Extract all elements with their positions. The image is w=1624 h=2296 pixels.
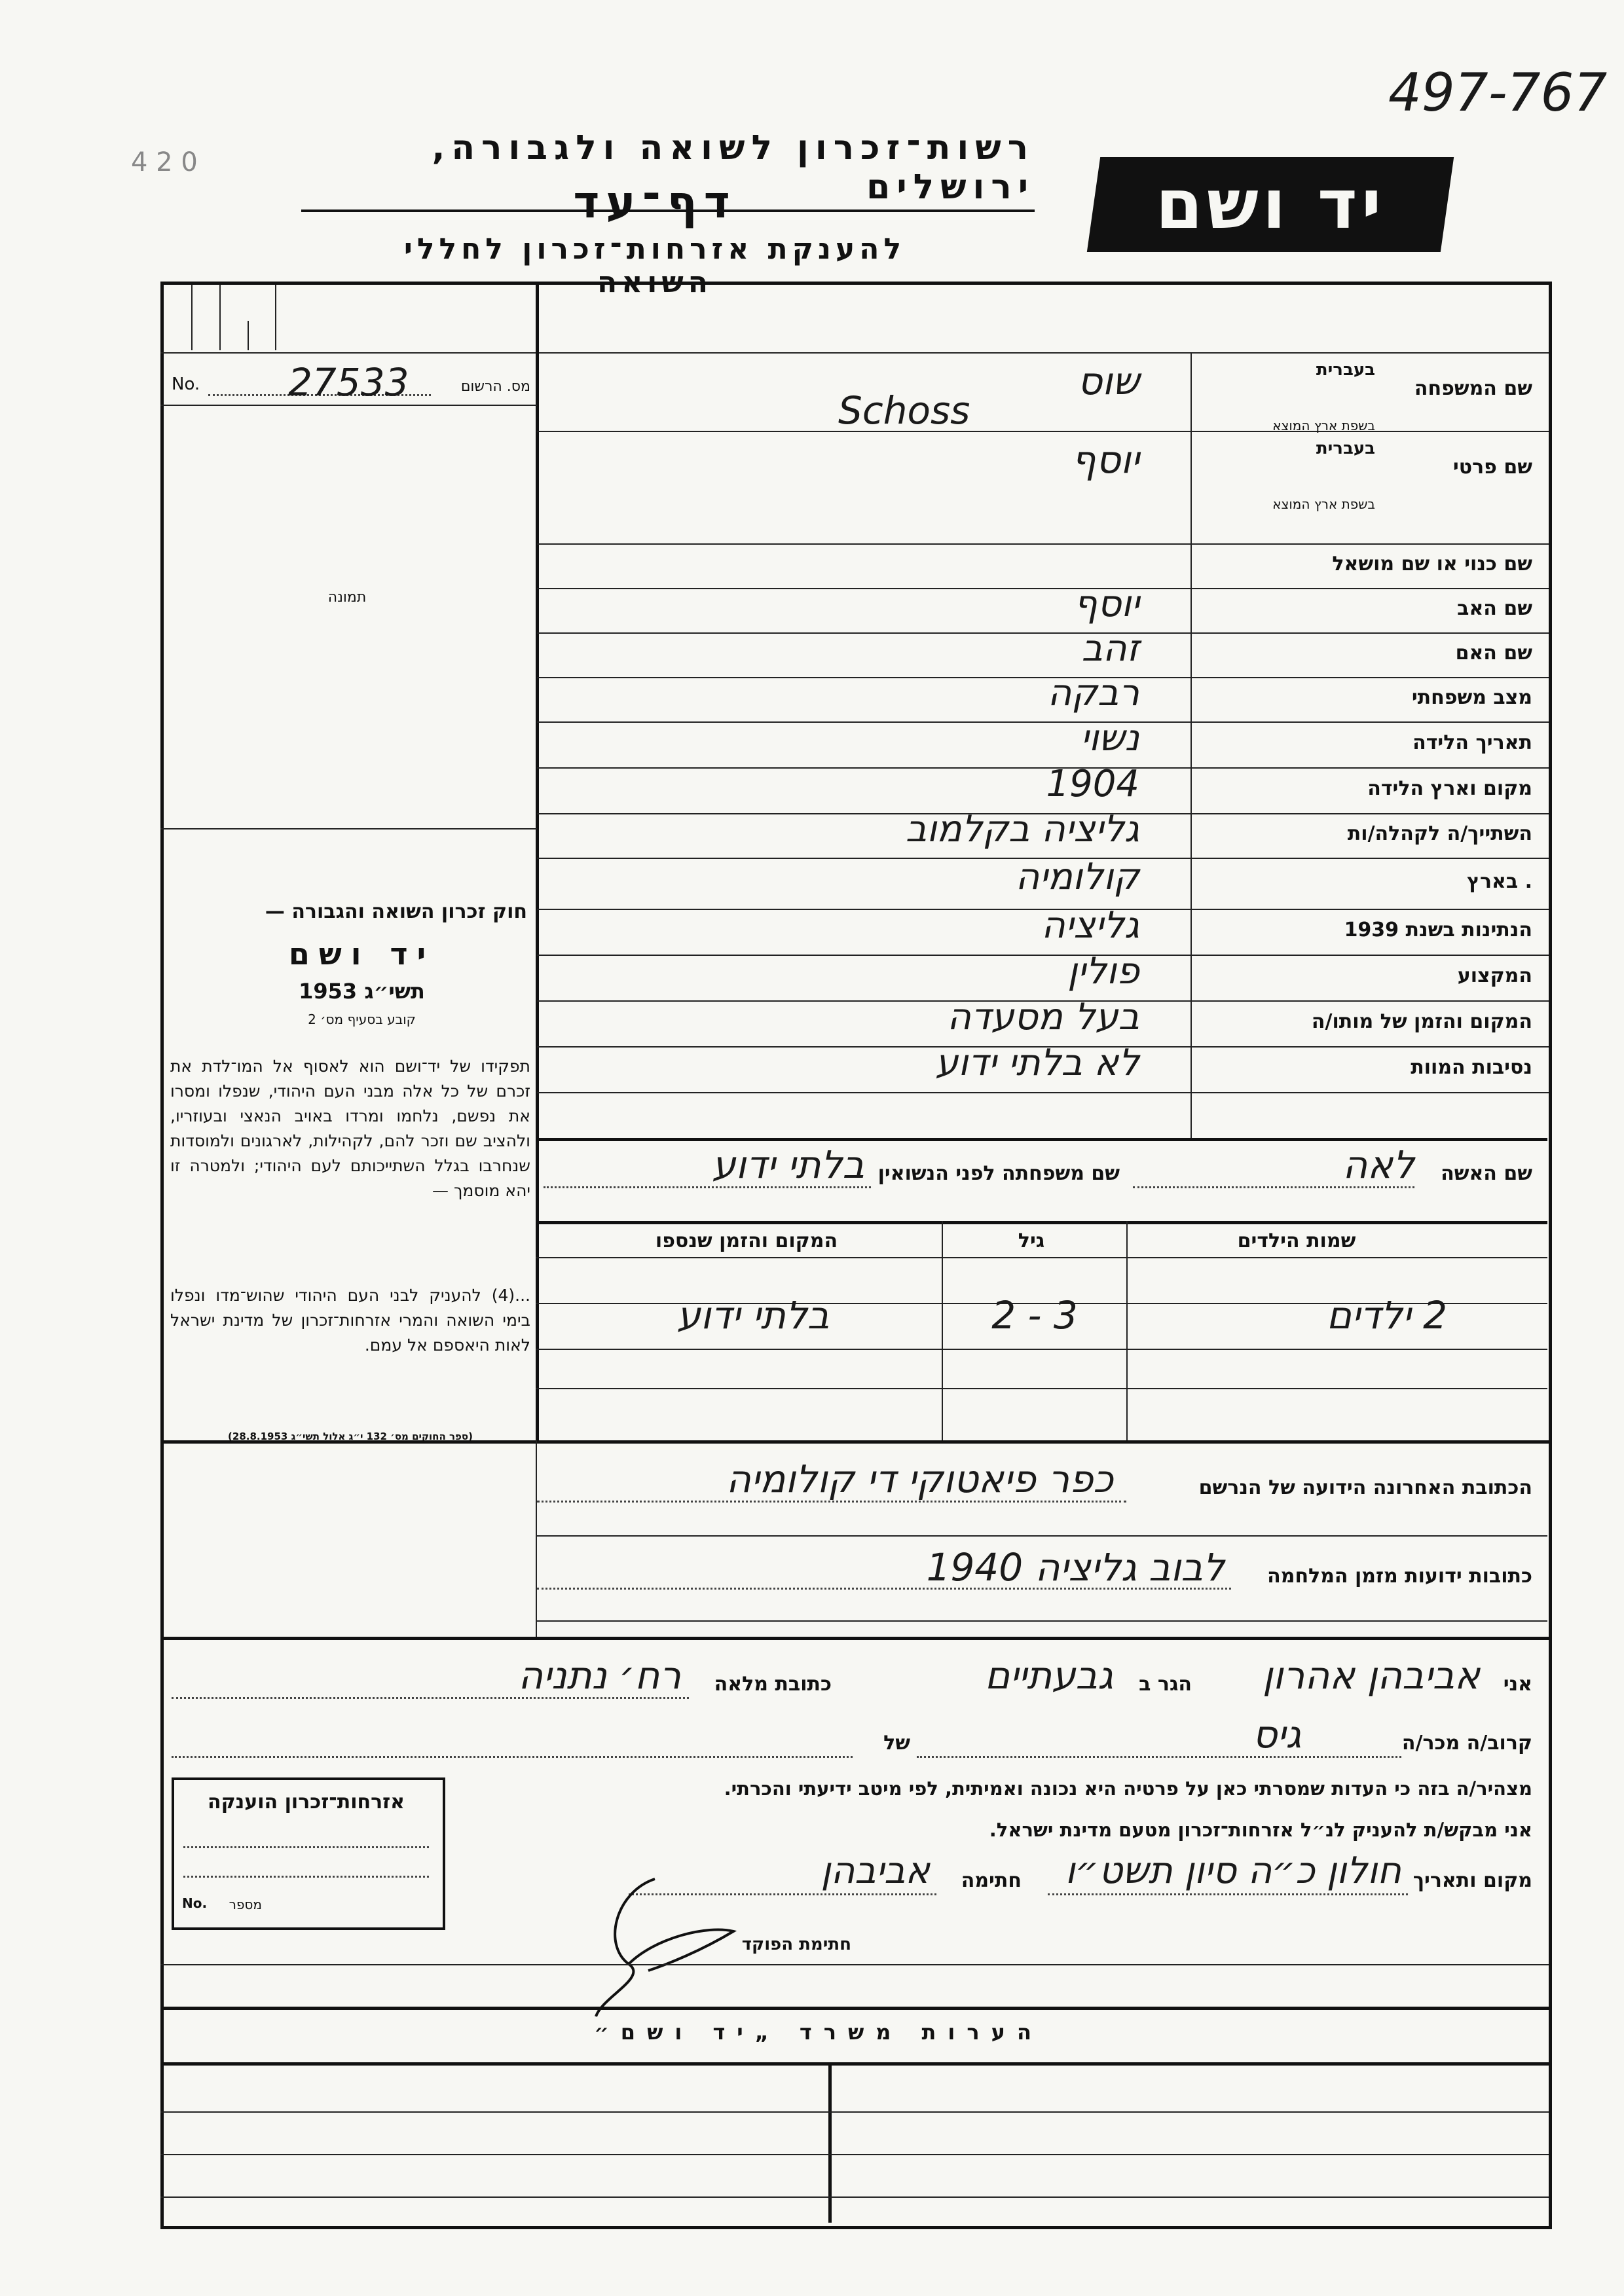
- form-subtitle: להענקת אזרחות־זכרון לחללי השואה: [403, 232, 906, 299]
- office-notes-header-line: [160, 2062, 1549, 2066]
- field-label: שם האם: [1455, 642, 1532, 665]
- children-place-time-header: המקום והזמן שנספו: [655, 1230, 838, 1252]
- photo-label: תמונה: [327, 589, 367, 606]
- declarant-signature: אביבהן: [821, 1850, 930, 1892]
- field-label: שם האב: [1457, 597, 1532, 620]
- children-row-line: [536, 1349, 1547, 1350]
- field-label: המקצוע: [1457, 964, 1532, 987]
- field-value: שוס: [1077, 359, 1139, 403]
- declaration-text: מצהיר/ה בזה כי העדות שמסרתי כאן על פרטיה היא נכונה ואמיתית, לפי מיטב ידיעתי והכרתי.: [724, 1777, 1532, 1800]
- field-value: לא בלתי ידוע: [935, 1042, 1139, 1084]
- field-label: שם כנוי או שם מושאל: [1332, 553, 1532, 575]
- law-source: (ספר החוקים מס׳ 132 י״ג אלול תשי״ג 28.8.1953): [228, 1430, 473, 1442]
- wife-dotted-line: [1133, 1186, 1414, 1188]
- address-section-top: [160, 1440, 1549, 1444]
- children-row-line: [536, 1388, 1547, 1389]
- field-label: השתייך/ה לקהלה/ות: [1347, 822, 1532, 845]
- field-value: קולומיה: [1015, 856, 1139, 898]
- law-name: יד ושם: [288, 936, 435, 972]
- field-label: מצב משפחתי: [1411, 686, 1532, 709]
- archive-number: 497-767: [1388, 62, 1608, 123]
- of-dotted-line: [172, 1756, 853, 1758]
- field-label: תאריך הלידה: [1412, 731, 1532, 754]
- field-label: הנתינות בשנת 1939: [1344, 919, 1532, 941]
- citizenship-dotted-line: [183, 1876, 429, 1878]
- children-col-divider: [942, 1221, 943, 1444]
- field-sub-hebrew: בעברית: [1316, 439, 1375, 458]
- office-notes-top: [160, 2007, 1549, 2010]
- declarant-relation: גיס: [1252, 1712, 1302, 1757]
- field-value: 1904: [1046, 763, 1139, 805]
- registration-label: מס. הרשום: [460, 378, 530, 395]
- children-age: 3 - 2: [991, 1293, 1078, 1338]
- law-heading: חוק זכרון השואה והגבורה —: [265, 900, 527, 923]
- last-address-label: הכתובת האחרונה הידועה של הנרשם: [1198, 1476, 1532, 1499]
- field-value: גליציה בקלמוב: [905, 808, 1139, 850]
- wife-row-top: [536, 1138, 1547, 1141]
- citizenship-granted-title: אזרחות־זכרון הוענקה: [207, 1791, 405, 1813]
- field-value-latin: Schoss: [838, 388, 970, 433]
- strip-box-divider: [191, 285, 193, 350]
- field-label: שם המשפחה: [1414, 377, 1532, 400]
- citizenship-number-label: מספר: [229, 1897, 262, 1912]
- place-date: חולון כ״ה סיון תשט״ו: [1065, 1850, 1401, 1892]
- relation-dotted-line: [917, 1756, 1401, 1758]
- citizenship-dotted-line: [183, 1846, 429, 1848]
- field-value: נשוי: [1080, 717, 1139, 759]
- citizenship-no-label: No.: [182, 1895, 208, 1911]
- address-col-divider: [536, 1440, 537, 1637]
- children-age-header: גיל: [1018, 1230, 1045, 1252]
- officer-signature-label: חתימת הפוקד: [741, 1935, 851, 1954]
- registration-number: 27533: [288, 360, 409, 405]
- registration-no-label: No.: [172, 374, 200, 394]
- last-address-dotted-line: [537, 1501, 1126, 1503]
- resides-label: הגר ב: [1139, 1673, 1192, 1696]
- officer-signature-scribble: [576, 1866, 747, 2023]
- office-notes-row-line: [160, 2154, 1549, 2155]
- field-label: המקום והזמן של מותו/ה: [1311, 1010, 1532, 1033]
- field-value: יוסף: [1074, 583, 1139, 625]
- signature-label: חתימה: [961, 1869, 1022, 1892]
- field-value: יוסף: [1071, 437, 1139, 482]
- wartime-address-dotted-line: [537, 1588, 1231, 1590]
- law-year: תשי״ג 1953: [299, 979, 425, 1004]
- children-names: 2 ילדים: [1326, 1293, 1447, 1338]
- law-clause: קובע בסעיף מס׳ 2: [308, 1011, 416, 1027]
- children-names-header: שמות הילדים: [1237, 1230, 1356, 1252]
- declarant-full-address: רח׳ נתניה: [518, 1653, 681, 1698]
- children-header-line: [536, 1257, 1547, 1258]
- office-notes-line: [160, 1964, 1549, 1965]
- address-line: [536, 1620, 1547, 1622]
- wartime-address: לבוב גליציה 1940: [926, 1545, 1225, 1590]
- left-column-divider: [536, 285, 539, 1440]
- field-label: מקום וארץ הלידה: [1367, 777, 1532, 800]
- field-row-line: [537, 543, 1549, 545]
- last-address: כפר פיאטוקי די קולומיה: [726, 1457, 1113, 1501]
- office-notes-divider: [828, 2062, 832, 2223]
- office-notes-title: הערות משרד „יד ושם״: [594, 2020, 1043, 2045]
- field-label: שם פרטי: [1452, 456, 1532, 479]
- law-paragraph-1: תפקידו של יד־ושם הוא לאסוף אל המו־לדת את זכרם של כל אלה מבני העם היהודי, שנפלו ומסרו את נפשם, נלחמו ומרדו באויב הנאצי ובעוזריו, ולהציב שם וזכר להם, לקהילות, לארגונים ולמוסדות שנחרבו בגלל השתייכותם לעם היהודי; ולמטרה זו יהא מוסמך —: [170, 1057, 530, 1200]
- office-notes-row-line: [160, 2196, 1549, 2198]
- field-value: בעל מסעדה: [947, 996, 1139, 1038]
- field-sub-origin: בשפת ארץ המוצא: [1272, 496, 1375, 512]
- yad-vashem-logo-text: יד ושם: [1155, 164, 1386, 244]
- field-sub-origin: בשפת ארץ המוצא: [1272, 418, 1375, 433]
- field-row-line: [537, 1092, 1549, 1093]
- field-row-line: [537, 431, 1549, 432]
- top-strip-line: [160, 352, 1549, 354]
- request-text: אני מבקש/ת להעניק לנ״ל אזרחות־זכרון מטעם מדינת ישראל.: [989, 1819, 1532, 1841]
- photo-area-line: [160, 828, 537, 829]
- wife-name: לאה: [1342, 1142, 1414, 1187]
- declarant-city: גבעתיים: [984, 1653, 1113, 1698]
- law-paragraph-2: ...(4) להעניק לבני העם היהודי שהוש־מדו ונפלו בימי השואה והמרי אזרחות־זכרון של מדינת ישראל לאות היאספם אל עמם.: [170, 1286, 530, 1355]
- strip-box-divider: [275, 285, 276, 350]
- wartime-address-label: כתובות ידועות מזמן המלחמה: [1267, 1565, 1532, 1588]
- field-value: פולין: [1067, 950, 1139, 993]
- place-date-dotted-line: [1048, 1893, 1408, 1895]
- field-value: רבקה: [1047, 672, 1139, 714]
- children-place-time: בלתי ידוע: [676, 1293, 830, 1338]
- full-address-dotted-line: [172, 1697, 689, 1699]
- children-table-top: [536, 1221, 1547, 1224]
- registration-row-line: [160, 405, 537, 406]
- declarant-i-label: אני: [1503, 1673, 1532, 1696]
- declarant-name: אביבהן אהרון: [1263, 1653, 1480, 1698]
- full-address-label: כתובת מלאה: [714, 1673, 832, 1696]
- place-date-label: מקום ותאריך: [1412, 1869, 1532, 1892]
- children-col-divider: [1126, 1221, 1128, 1444]
- wife-label: שם האשה: [1441, 1162, 1532, 1185]
- strip-box-divider: [219, 285, 221, 350]
- field-value: זהב: [1081, 627, 1139, 670]
- of-label: של: [883, 1732, 910, 1755]
- field-label: נסיבות המוות: [1411, 1056, 1532, 1079]
- maiden-label: שם משפחתה לפני הנשואין: [877, 1162, 1120, 1185]
- strip-box-divider: [248, 321, 249, 350]
- declaration-section-top: [160, 1637, 1549, 1640]
- maiden-name: בלתי ידוע: [712, 1142, 864, 1187]
- field-sub-hebrew: בעברית: [1316, 360, 1375, 380]
- field-value: גליציה: [1041, 904, 1139, 947]
- field-label: . בארץ: [1467, 870, 1532, 893]
- corner-number: 4 2 0: [131, 147, 198, 177]
- label-column-divider: [1190, 352, 1192, 1138]
- office-notes-row-line: [160, 2111, 1549, 2113]
- relative-label: קרוב/ה מכר/ה: [1401, 1732, 1532, 1755]
- address-line: [536, 1535, 1547, 1537]
- maiden-dotted-line: [544, 1186, 871, 1188]
- authority-line: רשות־זכרון לשואה ולגבורה, ירושלים: [301, 128, 1035, 212]
- form-title: דף־עד: [573, 177, 737, 228]
